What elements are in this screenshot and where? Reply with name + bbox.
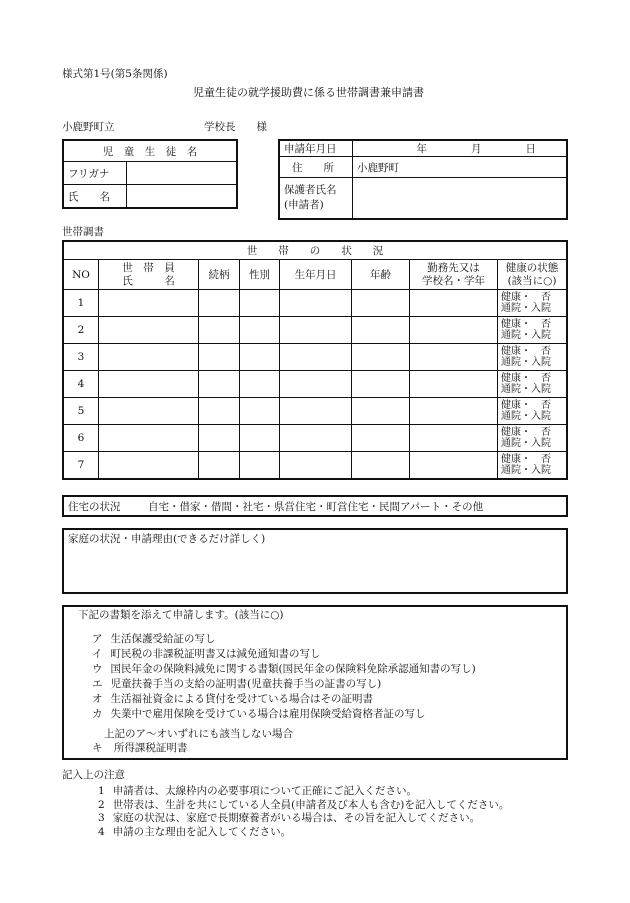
col-birthdate: 生年月日 [280,260,352,290]
health-status-cell[interactable] [498,398,568,425]
household-row [63,290,567,317]
member-name-cell[interactable] [99,290,199,317]
note-item [98,786,509,800]
address-field[interactable]: 小鹿野町 [353,157,568,178]
note-item [98,827,509,841]
document-item[interactable] [92,709,476,724]
sex-cell[interactable] [240,344,280,371]
health-option-2: 通院・入院 [501,411,551,422]
doc-mark: エ [92,678,103,690]
furigana-field[interactable] [127,162,238,185]
health-status-cell[interactable] [498,425,568,452]
birthdate-cell[interactable] [280,425,352,452]
doc-mark: カ [92,708,103,720]
age-cell[interactable] [352,371,410,398]
health-status-cell[interactable] [498,317,568,344]
relation-cell[interactable] [199,290,240,317]
health-option-1: 健康・ 否 [501,400,551,411]
age-cell[interactable] [352,452,410,479]
member-name-cell[interactable] [99,452,199,479]
member-name-cell[interactable] [99,344,199,371]
col-health [498,260,568,290]
birthdate-cell[interactable] [280,371,352,398]
col-workplace-line1: 勤務先又は [427,261,480,274]
doc-text: 生活保護受給証の写し [110,633,216,645]
birthdate-cell[interactable] [280,398,352,425]
sex-cell[interactable] [240,452,280,479]
household-row [63,425,567,452]
health-option-2: 通院・入院 [501,464,551,476]
furigana-label: フリガナ [63,162,127,185]
note-number: 1 [98,785,105,797]
note-number: 3 [98,812,105,824]
relation-cell[interactable] [199,425,240,452]
member-name-cell[interactable] [99,371,199,398]
relation-cell[interactable] [199,371,240,398]
note-text: 申請の主な理由を記入してください。 [112,825,292,838]
guardian-label-line2: (申請者) [284,199,324,211]
student-name-label: 氏 名 [63,185,127,209]
row-number: 2 [63,317,99,344]
row-number: 5 [63,398,99,425]
health-option-1: 健康・ 否 [501,373,551,384]
birthdate-cell[interactable] [280,344,352,371]
documents-box [62,605,568,760]
relation-cell[interactable] [199,317,240,344]
household-row [63,371,567,398]
documents-list [92,634,476,724]
documents-intro: 下記の書類を添えて申請します。(該当に○) [78,609,284,621]
doc-mark: オ [92,693,103,705]
health-status-cell[interactable] [498,452,568,479]
address-label: 住 所 [279,157,353,178]
workplace-cell[interactable] [410,317,498,344]
sex-cell[interactable] [240,398,280,425]
household-row [63,344,567,371]
health-option-1: 健康・ 否 [501,346,551,357]
housing-label: 住宅の状況 [68,501,121,513]
col-workplace [410,260,498,290]
sex-cell[interactable] [240,317,280,344]
note-number: 2 [98,798,105,811]
row-number: 1 [63,290,99,317]
student-name-field[interactable] [127,185,238,209]
row-number: 3 [63,344,99,371]
application-date-field[interactable] [353,140,568,157]
sex-cell[interactable] [240,425,280,452]
col-relation: 続柄 [199,260,240,290]
note-text: 家庭の状況は、家庭で長期療養者がいる場合は、その旨を記入してください。 [112,812,481,824]
age-cell[interactable] [352,317,410,344]
col-member-line1: 世 帯 員 [122,261,175,274]
health-option-2: 通院・入院 [501,330,551,341]
health-option-1: 健康・ 否 [501,427,551,438]
household-row [63,398,567,425]
household-table-title: 世 帯 の 状 況 [63,241,567,260]
student-name-table [62,139,238,209]
household-row [63,317,567,344]
doc-mark: ア [92,633,103,645]
form-number: 様式第1号(第5条関係) [62,68,168,80]
health-option-2: 通院・入院 [501,384,551,395]
documents-fallback-item[interactable] [92,743,187,754]
health-status-cell[interactable] [498,371,568,398]
guardian-label-line1: 保護者氏名 [284,184,337,196]
workplace-cell[interactable] [410,425,498,452]
col-workplace-line2: 学校名・学年 [422,274,485,287]
col-health-line1: 健康の状態 [505,261,559,274]
note-text: 世帯表は、生計を共にしている人全員(申請者及び本人も含む)を記入してください。 [112,798,510,811]
relation-cell[interactable] [199,344,240,371]
birthdate-cell[interactable] [280,317,352,344]
sex-cell[interactable] [240,371,280,398]
health-status-cell[interactable] [498,290,568,317]
addressee-principal: 学校長 様 [204,121,267,133]
document-item[interactable] [92,694,476,709]
notes-list [98,786,509,840]
col-age: 年齢 [352,260,410,290]
health-option-1: 健康・ 否 [501,453,551,465]
col-no: NO [63,260,99,290]
applicant-table [278,139,568,220]
note-item [98,813,509,827]
date-year-label: 年 [416,143,427,155]
row-number: 7 [63,452,99,479]
doc-text: 所得課税証明書 [113,742,188,754]
doc-mark: キ [92,742,103,754]
health-option-2: 通院・入院 [501,303,551,314]
document-item[interactable] [92,679,476,694]
note-text: 申請者は、太線枠内の必要事項について正確にご記入ください。 [112,785,417,797]
health-status-cell[interactable] [498,344,568,371]
household-table [62,240,568,480]
date-month-label: 月 [471,143,482,155]
birthdate-cell[interactable] [280,290,352,317]
col-sex: 性別 [240,260,280,290]
age-cell[interactable] [352,290,410,317]
relation-cell[interactable] [199,452,240,479]
doc-mark: ウ [92,663,103,675]
doc-text: 町民税の非課税証明書又は減免通知書の写し [110,648,321,660]
note-item [98,800,509,814]
member-name-cell[interactable] [99,317,199,344]
workplace-cell[interactable] [410,452,498,479]
notes-title: 記入上の注意 [62,769,125,781]
health-option-1: 健康・ 否 [501,292,551,303]
age-cell[interactable] [352,425,410,452]
member-name-cell[interactable] [99,398,199,425]
workplace-cell[interactable] [410,371,498,398]
age-cell[interactable] [352,398,410,425]
doc-text: 失業中で雇用保険を受けている場合は雇用保険受給資格者証の写し [110,708,426,720]
housing-options[interactable]: 自宅・借家・借間・社宅・県営住宅・町営住宅・民間アパート・その他 [148,501,484,513]
row-number: 6 [63,425,99,452]
workplace-cell[interactable] [410,398,498,425]
addressee-school: 小鹿野町立 [62,121,115,133]
workplace-cell[interactable] [410,344,498,371]
col-member-line2: 氏 名 [122,274,175,287]
guardian-name-label [279,178,353,220]
household-section-label: 世帯調書 [62,226,104,238]
family-situation-label: 家庭の状況・申請理由(できるだけ詳しく) [68,533,266,545]
note-number: 4 [98,825,105,838]
doc-text: 児童扶養手当の支給の証明書(児童扶養手当の証書の写し) [110,678,382,690]
health-option-2: 通院・入院 [501,438,551,449]
guardian-name-field[interactable] [353,178,568,220]
health-option-2: 通院・入院 [501,357,551,368]
documents-fallback-intro: 上記のア～オいずれにも該当しない場合 [104,728,293,740]
doc-text: 国民年金の保険料減免に関する書類(国民年金の保険料免除承認通知書の写し) [110,663,476,675]
col-health-line2: (該当に○) [507,274,557,287]
col-member-name [99,260,199,290]
row-number: 4 [63,371,99,398]
workplace-cell[interactable] [410,290,498,317]
document-item[interactable] [92,649,476,664]
member-name-cell[interactable] [99,425,199,452]
application-date-label: 申請年月日 [279,140,353,157]
age-cell[interactable] [352,344,410,371]
doc-text: 生活福祉資金による貸付を受けている場合はその証明書 [110,693,373,705]
household-row [63,452,567,479]
doc-mark: イ [92,648,103,660]
page-title: 児童生徒の就学援助費に係る世帯調書兼申請書 [193,86,424,99]
student-name-header: 児 童 生 徒 名 [63,140,237,162]
birthdate-cell[interactable] [280,452,352,479]
document-item[interactable] [92,664,476,679]
document-item[interactable] [92,634,476,649]
family-situation-box[interactable] [62,528,568,594]
health-option-1: 健康・ 否 [501,319,551,330]
sex-cell[interactable] [240,290,280,317]
relation-cell[interactable] [199,398,240,425]
date-day-label: 日 [525,143,536,155]
housing-box [62,495,568,517]
